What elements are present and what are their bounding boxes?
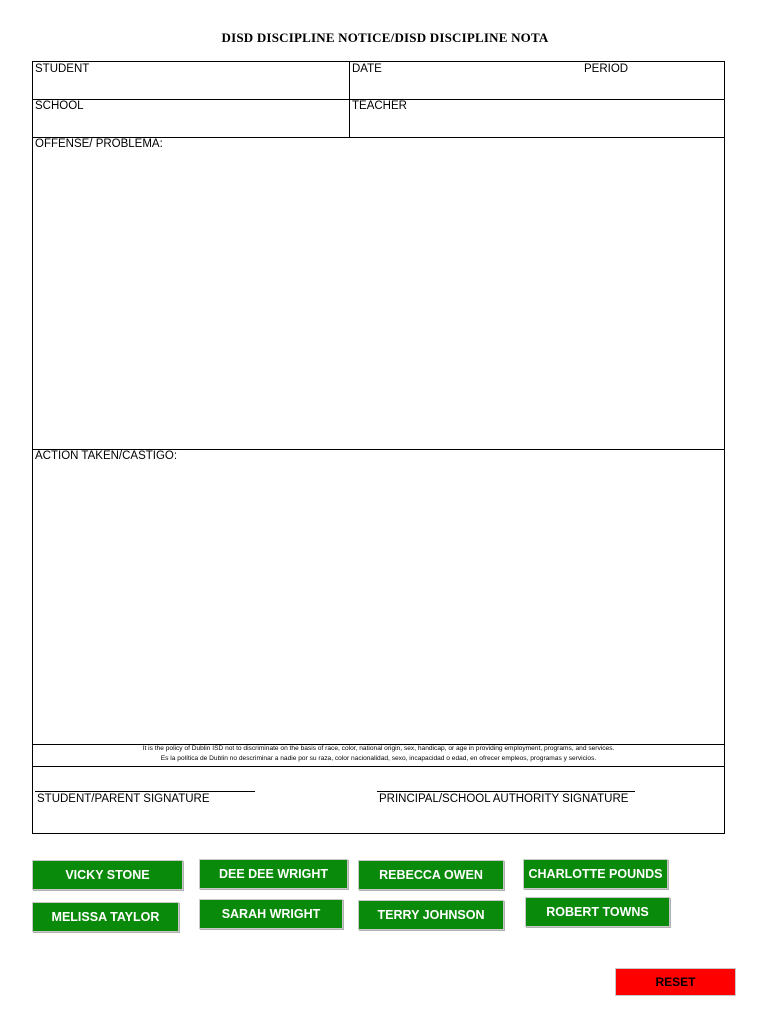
dee-dee-wright-button[interactable]: DEE DEE WRIGHT (199, 859, 348, 889)
date-field[interactable] (350, 62, 580, 99)
student-parent-signature-label: STUDENT/PARENT SIGNATURE (37, 793, 210, 805)
rebecca-owen-button[interactable]: REBECCA OWEN (358, 860, 504, 890)
principal-signature-field[interactable] (373, 767, 673, 812)
discipline-form (32, 61, 725, 834)
terry-johnson-button[interactable]: TERRY JOHNSON (358, 900, 504, 930)
melissa-taylor-button[interactable]: MELISSA TAYLOR (32, 902, 179, 932)
period-label: PERIOD (584, 63, 629, 75)
policy-spanish: Es la política de Dublin no descriminar a nadie por su raza, color nacionalidad, sexo, incapacidad o edad, en ofrecer empleos, programas y servicios. (160, 755, 597, 762)
reset-button[interactable]: RESET (615, 968, 736, 996)
teacher-field[interactable] (350, 100, 724, 137)
offense-field[interactable] (33, 138, 724, 449)
policy-english: It is the policy of Dublin ISD not to discriminate on the basis of race, color, national origin, sex, handicap, or age in providing employment, programs, and services. (142, 745, 615, 752)
student-label: STUDENT (35, 63, 90, 75)
teacher-label: TEACHER (352, 100, 407, 112)
robert-towns-button[interactable]: ROBERT TOWNS (525, 897, 670, 927)
period-field[interactable] (581, 62, 724, 99)
sarah-wright-button[interactable]: SARAH WRIGHT (199, 899, 343, 929)
charlotte-pounds-button[interactable]: CHARLOTTE POUNDS (523, 859, 668, 889)
student-field[interactable] (33, 62, 349, 99)
vicky-stone-button[interactable]: VICKY STONE (32, 860, 183, 890)
student-parent-signature-field[interactable] (33, 767, 333, 812)
form-title: DISD DISCIPLINE NOTICE/DISD DISCIPLINE NOTA (221, 30, 549, 45)
action-label: ACTION TAKEN/CASTIGO: (35, 450, 178, 462)
offense-label: OFFENSE/ PROBLEMA: (35, 138, 163, 150)
school-label: SCHOOL (35, 100, 84, 112)
date-label: DATE (352, 63, 382, 75)
school-field[interactable] (33, 100, 349, 137)
action-field[interactable] (33, 450, 724, 744)
principal-signature-label: PRINCIPAL/SCHOOL AUTHORITY SIGNATURE (379, 793, 629, 805)
